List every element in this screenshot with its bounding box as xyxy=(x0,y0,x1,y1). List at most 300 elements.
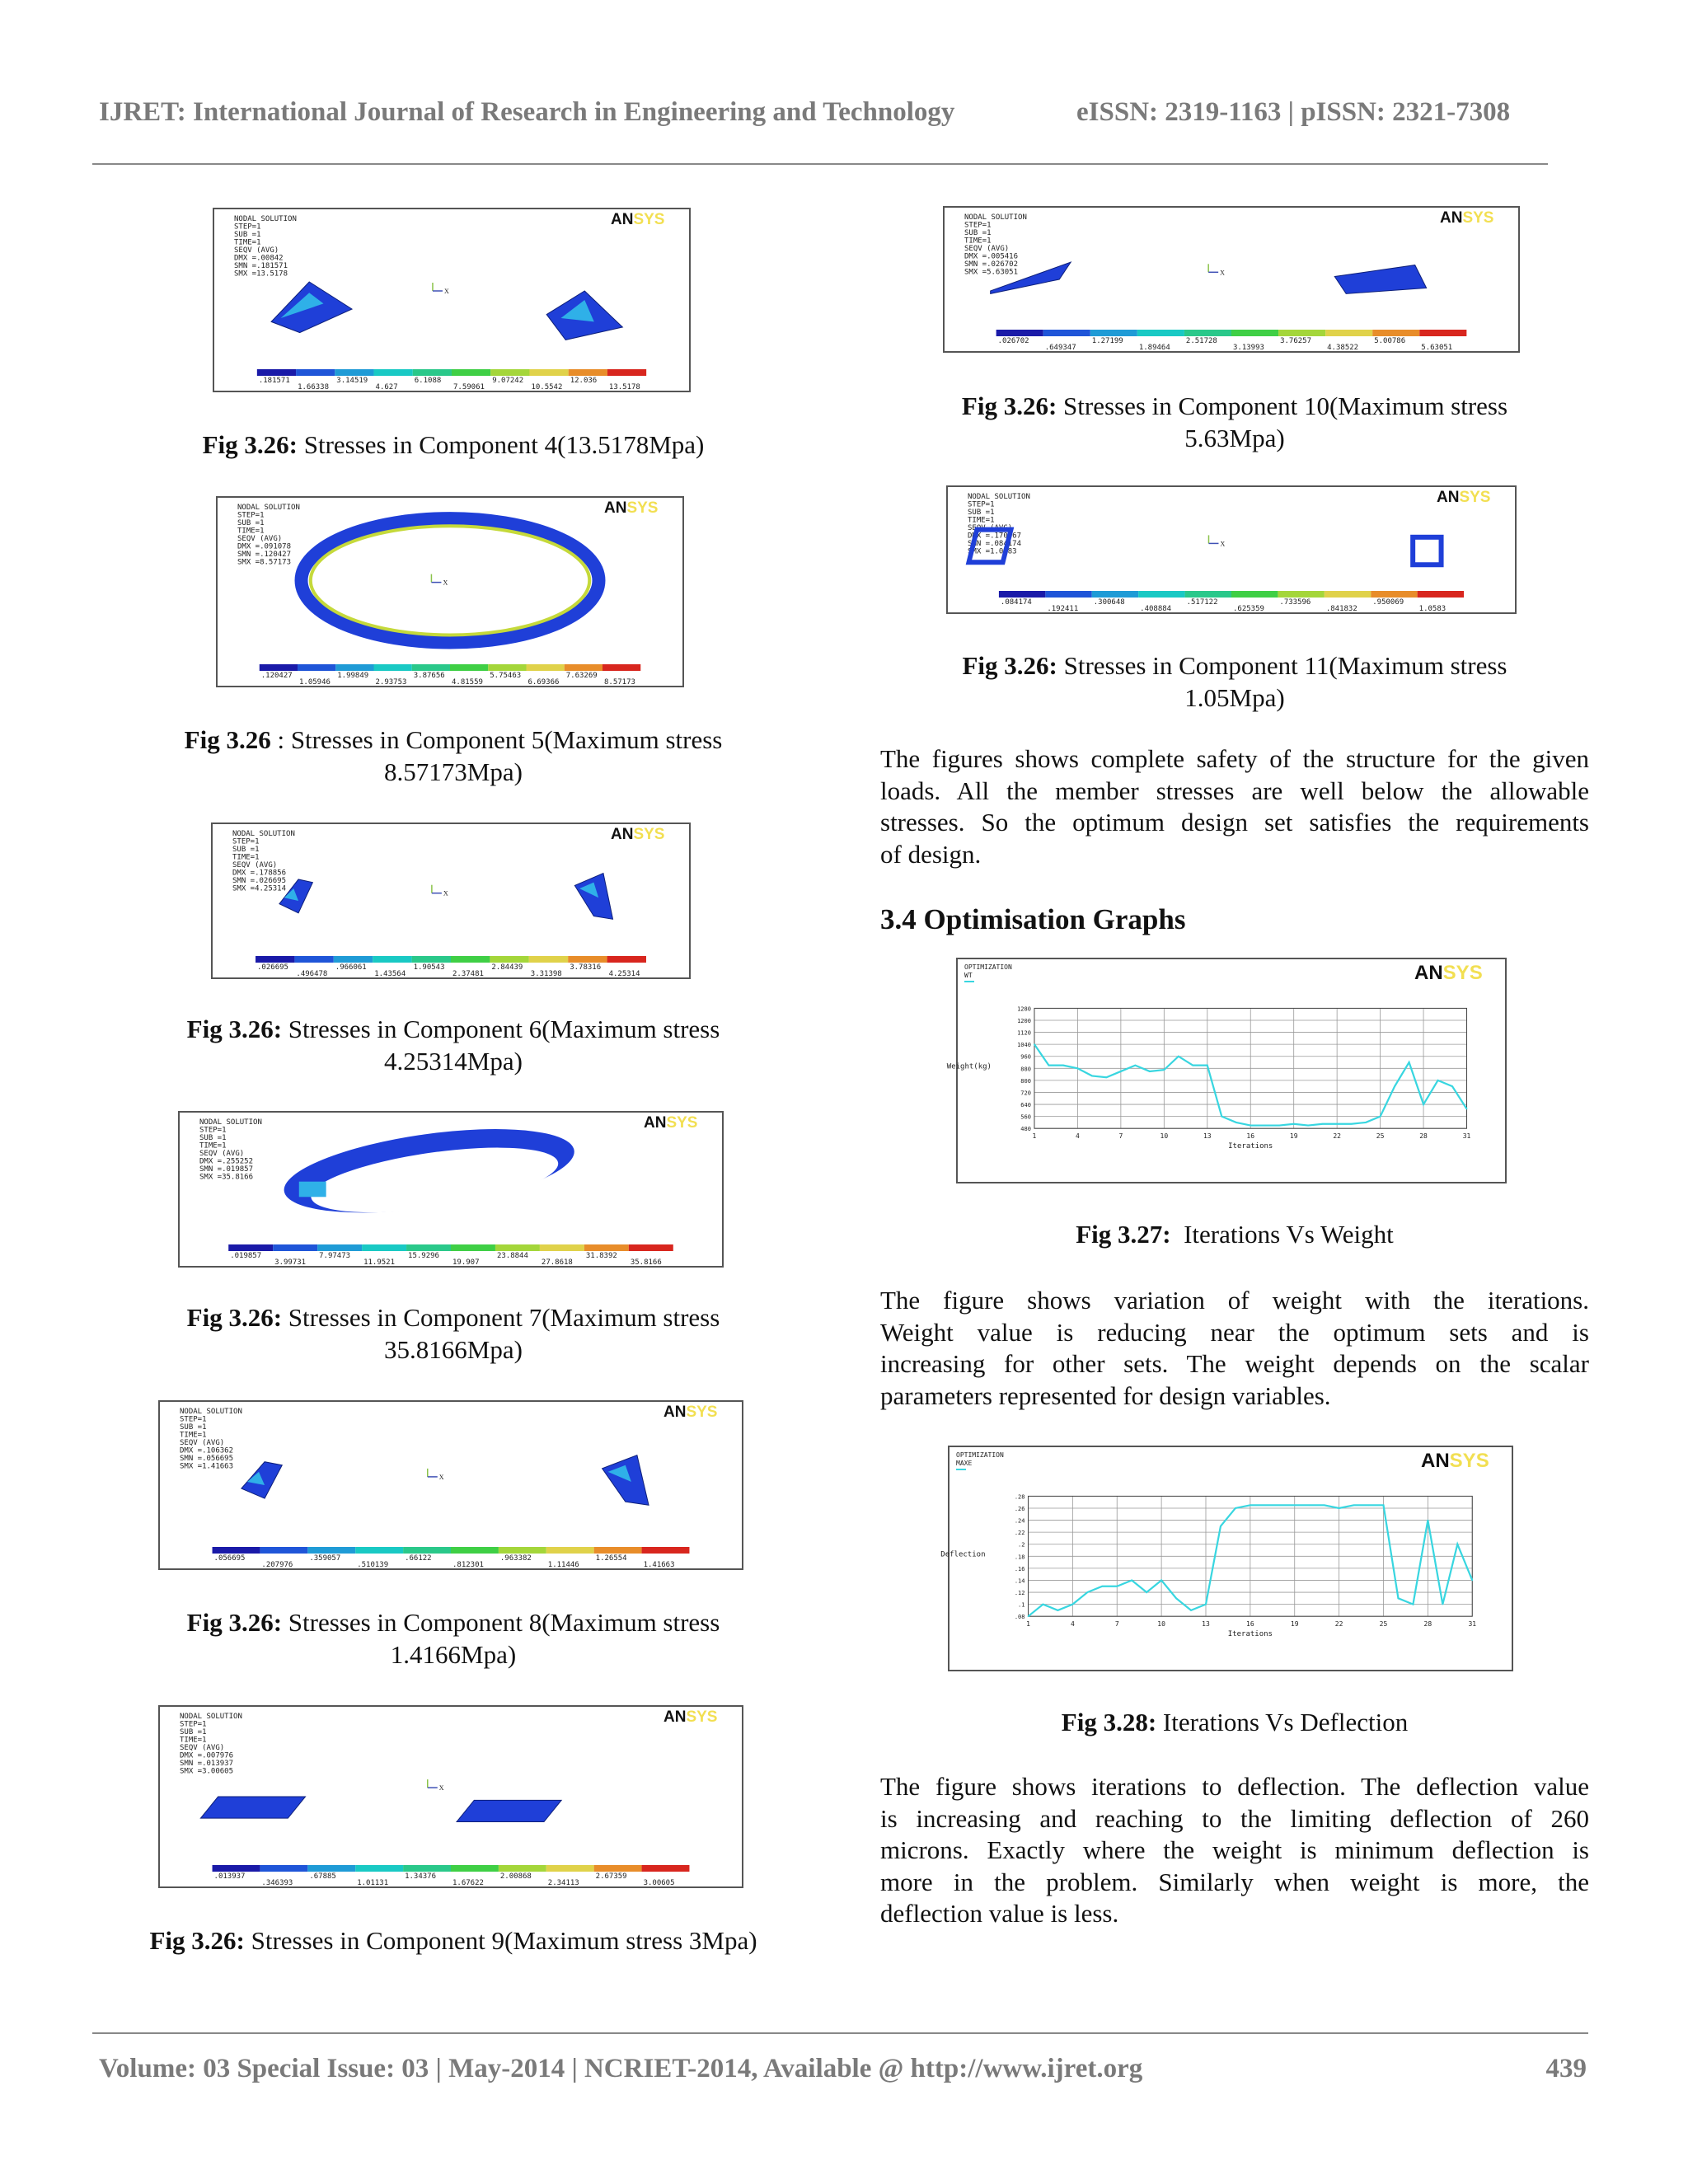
caption-label: Fig 3.27: xyxy=(1076,1220,1171,1249)
data-point xyxy=(1423,1104,1424,1105)
info-line: TIME=1 xyxy=(237,527,265,536)
scale-swatch xyxy=(1090,330,1137,336)
paragraph-line: is increasing and reaching to the limiting deflection of 260 xyxy=(880,1803,1589,1833)
scale-label: 1.90543 xyxy=(413,963,445,972)
info-line: SMX =13.5178 xyxy=(234,269,288,279)
info-line: SMX =4.25314 xyxy=(232,884,287,893)
scale-swatch xyxy=(307,1547,355,1554)
data-point xyxy=(1131,1580,1132,1582)
info-line: SEQV (AVG) xyxy=(964,245,1010,253)
contour-plot-svg xyxy=(214,209,689,391)
logo-dark: AN xyxy=(663,1708,687,1726)
series-name: WT xyxy=(964,972,973,979)
scale-swatch xyxy=(495,1244,540,1251)
logo-dark: AN xyxy=(611,826,634,843)
x-tick-label: 22 xyxy=(1334,1620,1343,1629)
scale-swatch xyxy=(260,1865,307,1872)
logo-light: SYS xyxy=(686,1708,718,1726)
scale-label: 1.26554 xyxy=(595,1554,627,1563)
ring-stress-band xyxy=(311,526,589,635)
contour-plot-svg xyxy=(945,208,1518,351)
ansys-logo xyxy=(663,1404,717,1421)
caption-text-continued: 1.05Mpa) xyxy=(1184,683,1285,712)
triad-label: X xyxy=(443,288,449,295)
data-point xyxy=(1336,1123,1338,1125)
caption-text-continued: 4.25314Mpa) xyxy=(384,1047,523,1076)
solution-info xyxy=(234,215,297,279)
info-line: SMN =.181571 xyxy=(234,262,288,270)
figure-caption xyxy=(99,1013,808,1077)
data-point xyxy=(1322,1123,1324,1125)
scale-label: 1.43564 xyxy=(374,970,406,978)
caption-text: Stresses in Component 10(Maximum stress xyxy=(1063,391,1508,420)
scale-label: 1.89464 xyxy=(1138,344,1170,352)
y-tick-label: .12 xyxy=(1014,1590,1025,1597)
data-point xyxy=(1394,1085,1395,1087)
scale-swatch xyxy=(412,956,451,963)
scale-swatch xyxy=(362,1244,406,1251)
scale-swatch xyxy=(546,1865,594,1872)
logo-dark: AN xyxy=(663,1404,687,1421)
deflection-chart-svg xyxy=(940,1447,1512,1670)
scale-label: .181571 xyxy=(258,377,290,385)
scale-label: 2.51728 xyxy=(1185,337,1217,345)
scale-swatch xyxy=(594,1547,642,1554)
color-scale xyxy=(213,1547,690,1569)
scale-label: 9.07242 xyxy=(492,377,524,385)
x-tick-label: 7 xyxy=(1118,1132,1123,1141)
model-geometry xyxy=(302,518,599,642)
scale-label: 27.8618 xyxy=(541,1258,573,1267)
scale-label: 3.31398 xyxy=(530,970,562,978)
y-tick-label: 480 xyxy=(1020,1126,1031,1133)
caption-text-continued: 8.57173Mpa) xyxy=(384,757,523,786)
y-tick-label: 1200 xyxy=(1017,1017,1031,1024)
paragraph-line: stresses. So the optimum design set satisfies the requirements xyxy=(880,808,1589,837)
paragraph-line: increasing for other sets. The weight depends on the scalar xyxy=(880,1349,1589,1379)
data-point xyxy=(1353,1505,1355,1507)
contour-plot-svg xyxy=(160,1707,742,1886)
data-point xyxy=(1351,1123,1353,1125)
data-point xyxy=(1101,1586,1103,1587)
page-number: 439 xyxy=(1545,2054,1587,2083)
info-line: SMN =.120427 xyxy=(237,551,292,559)
data-point xyxy=(1442,1604,1444,1605)
scale-label: 3.78316 xyxy=(570,963,602,972)
weight-chart-svg xyxy=(946,959,1505,1182)
scale-swatch xyxy=(317,1244,362,1251)
solution-info xyxy=(964,213,1027,277)
scale-label: 3.99731 xyxy=(274,1258,307,1267)
caption-label: Fig 3.26 xyxy=(184,725,271,754)
scale-label: .66122 xyxy=(405,1554,432,1563)
component-part xyxy=(574,874,612,920)
scale-label: 2.37481 xyxy=(452,970,484,978)
scale-label: .517122 xyxy=(1186,598,1218,607)
data-point xyxy=(1236,1122,1237,1123)
y-tick-label: .14 xyxy=(1014,1577,1025,1585)
logo-dark: AN xyxy=(611,211,634,228)
scale-swatch xyxy=(260,664,298,671)
scale-swatch xyxy=(355,1547,403,1554)
x-tick-label: 4 xyxy=(1070,1620,1075,1629)
triad-label: X xyxy=(443,889,448,898)
info-line: TIME=1 xyxy=(180,1736,207,1745)
data-point xyxy=(1135,1065,1137,1066)
deflection-paragraph xyxy=(880,1771,1589,1930)
scale-swatch xyxy=(213,1547,260,1554)
x-tick-label: 13 xyxy=(1202,1620,1210,1629)
scale-label: 5.00786 xyxy=(1374,337,1406,345)
info-line: SEQV (AVG) xyxy=(180,1439,225,1447)
paragraph-line: deflection value is less. xyxy=(880,1899,1119,1929)
x-tick-label: 28 xyxy=(1423,1620,1432,1629)
scale-label: 2.00868 xyxy=(499,1872,532,1881)
deflection-chart xyxy=(940,1446,1513,1671)
info-line: DMX =.170367 xyxy=(968,532,1022,541)
ansys-logo xyxy=(611,826,664,843)
info-line: SEQV (AVG) xyxy=(968,524,1013,532)
ansys-logo xyxy=(611,211,664,228)
data-point xyxy=(1062,1065,1064,1066)
info-line: SUB =1 xyxy=(964,229,992,237)
caption-text: Stresses in Component 9(Maximum stress 3Mpa) xyxy=(251,1926,757,1955)
info-line: SUB =1 xyxy=(237,519,265,527)
logo-dark: AN xyxy=(604,499,627,517)
scale-swatch xyxy=(307,1865,355,1872)
scale-label: 31.8392 xyxy=(585,1252,617,1260)
data-point xyxy=(1087,1591,1089,1593)
solution-info xyxy=(180,1713,242,1776)
journal-title: IJRET: International Journal of Research in Engineering and Technology xyxy=(99,97,955,127)
scale-label: 6.69366 xyxy=(528,678,560,687)
scale-label: 3.14519 xyxy=(336,377,368,385)
data-point xyxy=(1178,1056,1179,1057)
scale-swatch xyxy=(1045,591,1091,598)
x-tick-label: 25 xyxy=(1379,1620,1388,1629)
x-tick-label: 10 xyxy=(1160,1132,1169,1141)
paragraph-line: The figure shows iterations to deflection. The deflection value xyxy=(880,1772,1589,1801)
stress-contour-figure xyxy=(158,1400,743,1570)
info-line: TIME=1 xyxy=(232,853,260,862)
scale-label: 4.81559 xyxy=(452,678,483,687)
data-point xyxy=(1278,1125,1280,1127)
ansys-logo xyxy=(1414,962,1483,984)
scale-swatch xyxy=(603,664,640,671)
info-line: SMX =5.63051 xyxy=(964,268,1019,277)
color-scale xyxy=(260,664,640,687)
caption-text: Iterations Vs Weight xyxy=(1184,1220,1394,1249)
y-tick-label: 640 xyxy=(1020,1102,1031,1109)
scale-swatch xyxy=(257,369,296,376)
grid xyxy=(1028,1496,1472,1616)
y-tick-label: .1 xyxy=(1018,1601,1025,1609)
info-line: SMN =.026695 xyxy=(232,877,287,885)
info-line: STEP=1 xyxy=(180,1415,207,1424)
scale-label: .966061 xyxy=(335,963,367,972)
y-tick-label: 560 xyxy=(1020,1113,1031,1121)
data-point xyxy=(1339,1507,1340,1509)
scale-label: .812301 xyxy=(452,1561,484,1569)
info-line: NODAL SOLUTION xyxy=(180,1713,242,1721)
scale-label: .408884 xyxy=(1140,605,1172,613)
scale-swatch xyxy=(490,369,529,376)
scale-label: 1.67622 xyxy=(452,1879,484,1887)
scale-label: 23.8844 xyxy=(496,1252,528,1260)
scale-label: 1.66338 xyxy=(298,383,330,391)
logo-light: SYS xyxy=(1449,1450,1489,1472)
data-point xyxy=(1192,1065,1193,1066)
info-line: NODAL SOLUTION xyxy=(968,493,1030,501)
scale-label: .192411 xyxy=(1047,605,1079,613)
scale-label: 12.036 xyxy=(570,377,598,385)
data-point xyxy=(1116,1586,1118,1587)
data-point xyxy=(1471,1580,1473,1582)
x-tick-label: 10 xyxy=(1157,1620,1165,1629)
scale-label: .300648 xyxy=(1093,598,1125,607)
scale-swatch xyxy=(298,664,335,671)
stress-contour-figure xyxy=(946,485,1517,614)
scale-swatch xyxy=(335,369,373,376)
info-line: SEQV (AVG) xyxy=(234,246,279,255)
x-tick-label: 4 xyxy=(1076,1132,1080,1141)
logo-light: SYS xyxy=(1459,489,1491,506)
info-line: SMX =1.41663 xyxy=(180,1462,234,1471)
y-tick-label: 800 xyxy=(1020,1077,1031,1085)
scale-swatch xyxy=(1371,591,1417,598)
series-name: MAXE xyxy=(956,1460,973,1467)
footer-rule xyxy=(92,2032,1588,2034)
data-point xyxy=(1294,1505,1296,1507)
scale-swatch xyxy=(451,1244,495,1251)
scale-label: 1.27199 xyxy=(1091,337,1123,345)
frame-part xyxy=(1413,537,1441,565)
scale-label: 2.84439 xyxy=(491,963,523,972)
info-line: SUB =1 xyxy=(232,846,260,854)
caption-label: Fig 3.28: xyxy=(1061,1708,1157,1736)
data-point xyxy=(1205,1604,1207,1605)
logo-light: SYS xyxy=(686,1404,718,1421)
issn: eISSN: 2319-1163 | pISSN: 2321-7308 xyxy=(1076,97,1511,127)
weight-paragraph xyxy=(880,1285,1589,1412)
scale-label: 11.9521 xyxy=(363,1258,396,1267)
data-point xyxy=(1250,1125,1251,1127)
x-tick-label: 16 xyxy=(1246,1132,1255,1141)
info-line: STEP=1 xyxy=(232,837,260,846)
scale-label: .649347 xyxy=(1044,344,1076,352)
solution-info xyxy=(199,1118,262,1182)
scale-label: .963382 xyxy=(499,1554,532,1563)
figure-caption xyxy=(99,1606,808,1671)
scale-swatch xyxy=(1372,330,1419,336)
logo-dark: AN xyxy=(1440,209,1463,227)
scale-swatch xyxy=(1185,591,1231,598)
solution-info xyxy=(968,493,1030,556)
data-point xyxy=(1220,1526,1221,1527)
info-line: NODAL SOLUTION xyxy=(232,830,295,838)
info-line: SMN =.013937 xyxy=(180,1760,234,1768)
y-tick-label: 1280 xyxy=(1017,1005,1031,1013)
caption-label: Fig 3.26: xyxy=(961,391,1057,420)
scale-swatch xyxy=(355,1865,403,1872)
caption-label: Fig 3.26: xyxy=(202,430,298,459)
data-point xyxy=(1034,1043,1035,1045)
caption-text-continued: 5.63Mpa) xyxy=(1184,424,1285,452)
y-tick-label: .22 xyxy=(1014,1530,1025,1537)
info-line: NODAL SOLUTION xyxy=(180,1408,242,1416)
caption-text: : Stresses in Component 5(Maximum stress xyxy=(277,725,723,754)
info-line: TIME=1 xyxy=(180,1431,207,1440)
scale-swatch xyxy=(526,664,564,671)
x-tick-label: 16 xyxy=(1246,1620,1254,1629)
scale-swatch xyxy=(374,664,412,671)
scale-label: .019857 xyxy=(230,1252,262,1260)
info-line: SEQV (AVG) xyxy=(180,1744,225,1752)
paragraph-line: The figure shows variation of weight with the iterations. xyxy=(880,1286,1589,1315)
scale-label: .510139 xyxy=(357,1561,389,1569)
scale-label: 3.76257 xyxy=(1280,337,1312,345)
y-tick-label: 720 xyxy=(1020,1090,1031,1097)
info-line: SMX =35.8166 xyxy=(199,1173,254,1182)
scale-swatch xyxy=(546,1547,594,1554)
scale-swatch xyxy=(584,1244,629,1251)
data-point xyxy=(1149,1071,1151,1072)
scale-swatch xyxy=(1325,591,1371,598)
scale-label: 4.25314 xyxy=(608,970,640,978)
paragraph-line: microns. Exactly where the weight is minimum deflection is xyxy=(880,1835,1589,1865)
y-tick-label: .26 xyxy=(1014,1505,1025,1512)
scale-swatch xyxy=(294,956,333,963)
info-line: DMX =.091078 xyxy=(237,542,292,551)
scale-label: 1.34376 xyxy=(405,1872,437,1881)
logo-light: SYS xyxy=(633,826,665,843)
chart-title: OPTIMIZATION xyxy=(956,1451,1004,1459)
info-line: STEP=1 xyxy=(234,223,261,232)
data-point xyxy=(1365,1122,1367,1123)
caption-label: Fig 3.26: xyxy=(186,1015,283,1043)
logo-light: SYS xyxy=(1442,962,1483,984)
data-point xyxy=(1409,1062,1410,1063)
stress-contour-figure xyxy=(158,1705,743,1888)
scale-swatch xyxy=(1231,591,1278,598)
scale-label: 3.13993 xyxy=(1233,344,1264,352)
data-point xyxy=(1413,1604,1414,1605)
data-point xyxy=(1043,1604,1044,1605)
info-line: STEP=1 xyxy=(180,1720,207,1729)
logo-dark: AN xyxy=(1421,1450,1450,1472)
scale-swatch xyxy=(451,1865,499,1872)
caption-text: Iterations Vs Deflection xyxy=(1162,1708,1409,1736)
scale-label: 4.38522 xyxy=(1327,344,1359,352)
scale-label: .026702 xyxy=(997,337,1029,345)
scale-label: 13.5178 xyxy=(608,383,640,391)
scale-swatch xyxy=(490,956,528,963)
scale-label: .346393 xyxy=(261,1879,293,1887)
scale-label: 2.93753 xyxy=(375,678,407,687)
info-line: STEP=1 xyxy=(237,511,265,520)
paragraph-line: The figures shows complete safety of the structure for the given xyxy=(880,744,1589,773)
y-tick-label: .28 xyxy=(1014,1493,1025,1501)
info-line: SUB =1 xyxy=(199,1134,227,1142)
scale-swatch xyxy=(1418,591,1464,598)
data-point xyxy=(1221,1116,1222,1118)
scale-swatch xyxy=(273,1244,317,1251)
scale-swatch xyxy=(413,369,452,376)
logo-light: SYS xyxy=(626,499,659,517)
data-point xyxy=(1048,1065,1050,1066)
component-part xyxy=(200,1797,305,1818)
figure-caption xyxy=(99,724,808,788)
info-line: DMX =.178856 xyxy=(232,869,287,878)
caption-label: Fig 3.26: xyxy=(186,1303,283,1332)
data-point xyxy=(1120,1071,1122,1072)
scale-swatch xyxy=(1278,330,1325,336)
triad-label: X xyxy=(438,1473,444,1481)
x-tick-label: 28 xyxy=(1419,1132,1428,1141)
data-point xyxy=(1383,1505,1385,1507)
component-part xyxy=(1334,265,1426,294)
data-point xyxy=(1398,1598,1400,1600)
data-point xyxy=(1146,1591,1147,1593)
info-line: NODAL SOLUTION xyxy=(964,213,1027,222)
info-line: NODAL SOLUTION xyxy=(237,504,300,512)
data-point xyxy=(1091,1076,1093,1077)
scale-swatch xyxy=(488,664,526,671)
scale-label: .013937 xyxy=(213,1872,246,1881)
caption-text: Stresses in Component 11(Maximum stress xyxy=(1063,651,1507,680)
scale-label: 1.99849 xyxy=(337,672,369,680)
contour-plot-svg xyxy=(213,824,689,977)
color-scale xyxy=(228,1244,673,1267)
scale-swatch xyxy=(260,1547,307,1554)
scale-swatch xyxy=(999,591,1045,598)
logo-dark: AN xyxy=(1414,962,1443,984)
data-point xyxy=(1160,1580,1162,1582)
info-line: DMX =.005416 xyxy=(964,252,1019,261)
scale-swatch xyxy=(374,369,413,376)
x-tick-label: 7 xyxy=(1114,1620,1119,1629)
data-point xyxy=(1175,1598,1177,1600)
info-line: SEQV (AVG) xyxy=(232,861,278,869)
info-line: SMN =.026702 xyxy=(964,260,1019,269)
info-line: SMN =.019857 xyxy=(199,1165,254,1174)
ring-outer xyxy=(302,518,599,642)
ansys-logo xyxy=(663,1708,717,1726)
info-line: DMX =.106362 xyxy=(180,1446,234,1455)
scale-label: 15.9296 xyxy=(408,1252,439,1260)
contour-plot-svg xyxy=(948,487,1515,612)
info-line: SMX =1.0583 xyxy=(968,547,1017,556)
y-axis-label: Deflection xyxy=(940,1550,986,1559)
info-line: SEQV (AVG) xyxy=(199,1150,245,1158)
data-point xyxy=(1164,1069,1165,1071)
color-scale xyxy=(257,369,646,391)
data-point xyxy=(1077,1068,1079,1070)
info-line: SEQV (AVG) xyxy=(237,535,283,543)
grid xyxy=(1034,1008,1467,1128)
scale-label: .67885 xyxy=(309,1872,336,1881)
scale-label: 6.1088 xyxy=(414,377,442,385)
caption-label: Fig 3.26: xyxy=(962,651,1057,680)
data-point xyxy=(1106,1076,1108,1078)
scale-label: 7.63269 xyxy=(565,672,598,680)
scale-swatch xyxy=(450,664,488,671)
ansys-logo xyxy=(644,1114,697,1132)
data-point xyxy=(1324,1505,1325,1507)
scale-swatch xyxy=(529,369,568,376)
data-point xyxy=(1307,1125,1309,1127)
x-tick-label: 31 xyxy=(1468,1620,1477,1629)
